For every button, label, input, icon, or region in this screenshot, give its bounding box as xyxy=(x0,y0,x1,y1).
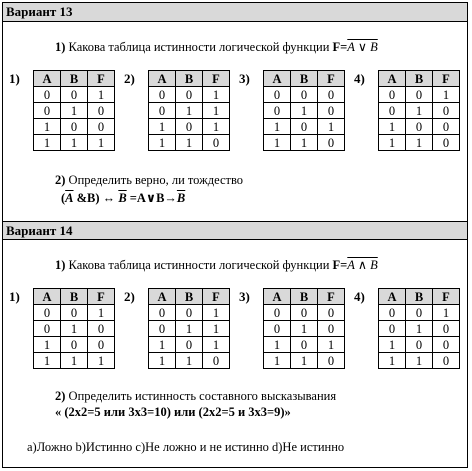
table-cell: 1 xyxy=(291,135,318,151)
table-cell: 0 xyxy=(433,353,460,369)
table-cell: 0 xyxy=(318,353,345,369)
table-header-row xyxy=(379,289,460,305)
variant-14-header: Вариант 14 xyxy=(3,221,467,240)
table-cell: 1 xyxy=(406,135,433,151)
table-cell: 1 xyxy=(291,353,318,369)
table-row xyxy=(34,321,115,337)
column-header: B xyxy=(406,289,433,305)
column-header: A xyxy=(379,289,406,305)
truth-table xyxy=(378,288,460,369)
table-row xyxy=(379,321,460,337)
truth-table xyxy=(148,288,230,369)
question-text: Определить верно, ли тождество xyxy=(65,173,244,187)
table-row xyxy=(149,321,230,337)
table-row xyxy=(379,353,460,369)
table-cell: 0 xyxy=(88,119,115,135)
table-cell: 0 xyxy=(433,119,460,135)
column-header: B xyxy=(176,71,203,87)
table-option-label: 4) xyxy=(354,289,365,304)
table-cell: 1 xyxy=(34,119,61,135)
variant-13-question-1 xyxy=(55,39,378,55)
table-cell: 1 xyxy=(318,119,345,135)
table-option-label: 4) xyxy=(354,71,365,86)
table-row xyxy=(379,119,460,135)
table-row xyxy=(149,353,230,369)
table-cell: 1 xyxy=(291,321,318,337)
table-row xyxy=(264,119,345,135)
table-row xyxy=(149,337,230,353)
table-row xyxy=(34,87,115,103)
table-option-label: 1) xyxy=(9,71,20,86)
table-row xyxy=(149,305,230,321)
table-row xyxy=(264,87,345,103)
table-cell: 1 xyxy=(149,119,176,135)
table-cell: 0 xyxy=(318,103,345,119)
table-header-row xyxy=(149,71,230,87)
table-cell: 0 xyxy=(149,103,176,119)
formula-lhs: F= xyxy=(332,40,348,54)
table-cell: 1 xyxy=(176,353,203,369)
question-number: 1) xyxy=(55,40,66,54)
table-cell: 1 xyxy=(433,87,460,103)
table-cell: 0 xyxy=(433,321,460,337)
table-cell: 1 xyxy=(203,305,230,321)
table-cell: 0 xyxy=(88,103,115,119)
table-cell: 0 xyxy=(34,321,61,337)
worksheet xyxy=(2,2,468,468)
variant-14-question-1 xyxy=(55,257,378,273)
column-header: A xyxy=(149,71,176,87)
table-row xyxy=(379,87,460,103)
table-cell: 1 xyxy=(149,337,176,353)
table-row xyxy=(149,87,230,103)
table-cell: 0 xyxy=(379,103,406,119)
column-header: F xyxy=(88,71,115,87)
table-cell: 0 xyxy=(176,87,203,103)
table-cell: 0 xyxy=(433,337,460,353)
table-cell: 0 xyxy=(149,87,176,103)
formula-rhs: A ∧ B xyxy=(347,258,378,272)
question-text: Какова таблица истинности логической функции xyxy=(65,258,333,272)
column-header: F xyxy=(318,71,345,87)
table-row xyxy=(264,321,345,337)
table-cell: 0 xyxy=(176,337,203,353)
table-option-label: 2) xyxy=(124,289,135,304)
truth-table xyxy=(263,70,345,151)
table-cell: 0 xyxy=(34,87,61,103)
table-row xyxy=(149,119,230,135)
table-row xyxy=(149,135,230,151)
table-option-label: 1) xyxy=(9,289,20,304)
variant-14-statement: « (2x2=5 или 3x3=10) или (2x2=5 и 3x3=9)» xyxy=(55,405,291,419)
column-header: A xyxy=(34,71,61,87)
table-row xyxy=(264,337,345,353)
answer-options: a)Ложно b)Истинно c)Не ложно и не истинно d)Не истинно xyxy=(27,440,345,454)
table-row xyxy=(34,337,115,353)
table-cell: 0 xyxy=(406,337,433,353)
table-cell: 1 xyxy=(264,119,291,135)
variant-13-header: Вариант 13 xyxy=(3,3,467,22)
table-header-row xyxy=(149,289,230,305)
table-cell: 0 xyxy=(291,87,318,103)
table-cell: 1 xyxy=(203,87,230,103)
table-cell: 1 xyxy=(203,337,230,353)
table-cell: 0 xyxy=(433,135,460,151)
variant-13-question-2 xyxy=(55,173,243,188)
table-cell: 0 xyxy=(291,119,318,135)
column-header: B xyxy=(291,71,318,87)
truth-table xyxy=(33,70,115,151)
table-cell: 0 xyxy=(318,135,345,151)
table-header-row xyxy=(34,71,115,87)
table-cell: 0 xyxy=(379,87,406,103)
table-cell: 1 xyxy=(149,135,176,151)
table-cell: 0 xyxy=(264,305,291,321)
table-cell: 0 xyxy=(318,87,345,103)
table-cell: 1 xyxy=(379,135,406,151)
truth-table xyxy=(148,70,230,151)
table-row xyxy=(149,103,230,119)
table-cell: 1 xyxy=(88,87,115,103)
table-header-row xyxy=(264,289,345,305)
column-header: B xyxy=(176,289,203,305)
table-cell: 0 xyxy=(34,103,61,119)
table-header-row xyxy=(264,71,345,87)
truth-table xyxy=(378,70,460,151)
table-cell: 1 xyxy=(176,103,203,119)
table-cell: 0 xyxy=(34,305,61,321)
table-cell: 0 xyxy=(264,321,291,337)
column-header: A xyxy=(264,71,291,87)
table-cell: 1 xyxy=(34,337,61,353)
question-number: 1) xyxy=(55,258,66,272)
table-cell: 1 xyxy=(379,119,406,135)
table-cell: 0 xyxy=(264,103,291,119)
table-cell: 1 xyxy=(88,305,115,321)
table-row xyxy=(264,135,345,151)
table-cell: 0 xyxy=(149,305,176,321)
table-option-label: 3) xyxy=(239,289,250,304)
table-cell: 1 xyxy=(88,135,115,151)
table-header-row xyxy=(379,71,460,87)
table-cell: 0 xyxy=(88,321,115,337)
table-cell: 1 xyxy=(176,321,203,337)
table-cell: 0 xyxy=(318,321,345,337)
table-row xyxy=(34,353,115,369)
table-row xyxy=(264,305,345,321)
table-cell: 1 xyxy=(291,103,318,119)
question-number: 2) xyxy=(55,173,66,187)
table-cell: 0 xyxy=(379,321,406,337)
table-row xyxy=(379,103,460,119)
column-header: A xyxy=(34,289,61,305)
table-cell: 1 xyxy=(34,353,61,369)
table-row xyxy=(34,305,115,321)
table-row xyxy=(34,103,115,119)
column-header: F xyxy=(433,71,460,87)
table-cell: 1 xyxy=(379,353,406,369)
table-cell: 1 xyxy=(176,135,203,151)
question-text: Какова таблица истинности логической функции xyxy=(65,40,333,54)
table-row xyxy=(34,135,115,151)
variant-13-identity-formula: ($\overline{A}$ &B) ↔ $\overline{B}$ $=A\vee B\to\overline{B}$ xyxy=(61,191,186,205)
table-cell: 0 xyxy=(291,337,318,353)
truth-table xyxy=(33,288,115,369)
column-header: F xyxy=(433,289,460,305)
table-cell: 1 xyxy=(61,103,88,119)
table-cell: 0 xyxy=(406,305,433,321)
column-header: B xyxy=(61,71,88,87)
table-cell: 0 xyxy=(176,119,203,135)
table-cell: 1 xyxy=(61,135,88,151)
column-header: A xyxy=(379,71,406,87)
table-option-label: 2) xyxy=(124,71,135,86)
column-header: F xyxy=(318,289,345,305)
column-header: B xyxy=(291,289,318,305)
table-cell: 1 xyxy=(203,103,230,119)
table-cell: 0 xyxy=(379,305,406,321)
table-cell: 0 xyxy=(203,135,230,151)
table-cell: 1 xyxy=(149,353,176,369)
table-cell: 1 xyxy=(433,305,460,321)
table-cell: 0 xyxy=(61,337,88,353)
truth-table xyxy=(263,288,345,369)
formula-lhs: F= xyxy=(332,258,348,272)
table-cell: 1 xyxy=(406,103,433,119)
table-cell: 0 xyxy=(61,87,88,103)
table-cell: 0 xyxy=(433,103,460,119)
table-row xyxy=(264,103,345,119)
table-cell: 1 xyxy=(264,353,291,369)
table-cell: 1 xyxy=(406,321,433,337)
table-row xyxy=(34,119,115,135)
table-cell: 1 xyxy=(318,337,345,353)
table-cell: 0 xyxy=(264,87,291,103)
table-cell: 0 xyxy=(88,337,115,353)
table-cell: 1 xyxy=(264,337,291,353)
table-cell: 0 xyxy=(291,305,318,321)
table-cell: 0 xyxy=(318,305,345,321)
table-cell: 1 xyxy=(88,353,115,369)
table-cell: 0 xyxy=(61,119,88,135)
table-cell: 1 xyxy=(406,353,433,369)
question-text: Определить истинность составного высказывания xyxy=(65,389,337,403)
column-header: F xyxy=(203,289,230,305)
table-cell: 0 xyxy=(149,321,176,337)
table-cell: 0 xyxy=(406,119,433,135)
column-header: B xyxy=(61,289,88,305)
formula-rhs: A ∨ B xyxy=(347,40,378,54)
column-header: A xyxy=(149,289,176,305)
column-header: F xyxy=(203,71,230,87)
column-header: B xyxy=(406,71,433,87)
table-row xyxy=(379,135,460,151)
table-row xyxy=(379,337,460,353)
table-header-row xyxy=(34,289,115,305)
table-cell: 0 xyxy=(406,87,433,103)
variant-14-question-2 xyxy=(55,389,336,404)
question-number: 2) xyxy=(55,389,66,403)
table-row xyxy=(379,305,460,321)
column-header: F xyxy=(88,289,115,305)
table-cell: 0 xyxy=(61,305,88,321)
table-cell: 0 xyxy=(176,305,203,321)
column-header: A xyxy=(264,289,291,305)
table-cell: 1 xyxy=(379,337,406,353)
table-row xyxy=(264,353,345,369)
table-cell: 1 xyxy=(203,119,230,135)
table-option-label: 3) xyxy=(239,71,250,86)
table-cell: 1 xyxy=(61,321,88,337)
table-cell: 1 xyxy=(264,135,291,151)
table-cell: 1 xyxy=(203,321,230,337)
table-cell: 1 xyxy=(34,135,61,151)
table-cell: 0 xyxy=(203,353,230,369)
table-cell: 1 xyxy=(61,353,88,369)
